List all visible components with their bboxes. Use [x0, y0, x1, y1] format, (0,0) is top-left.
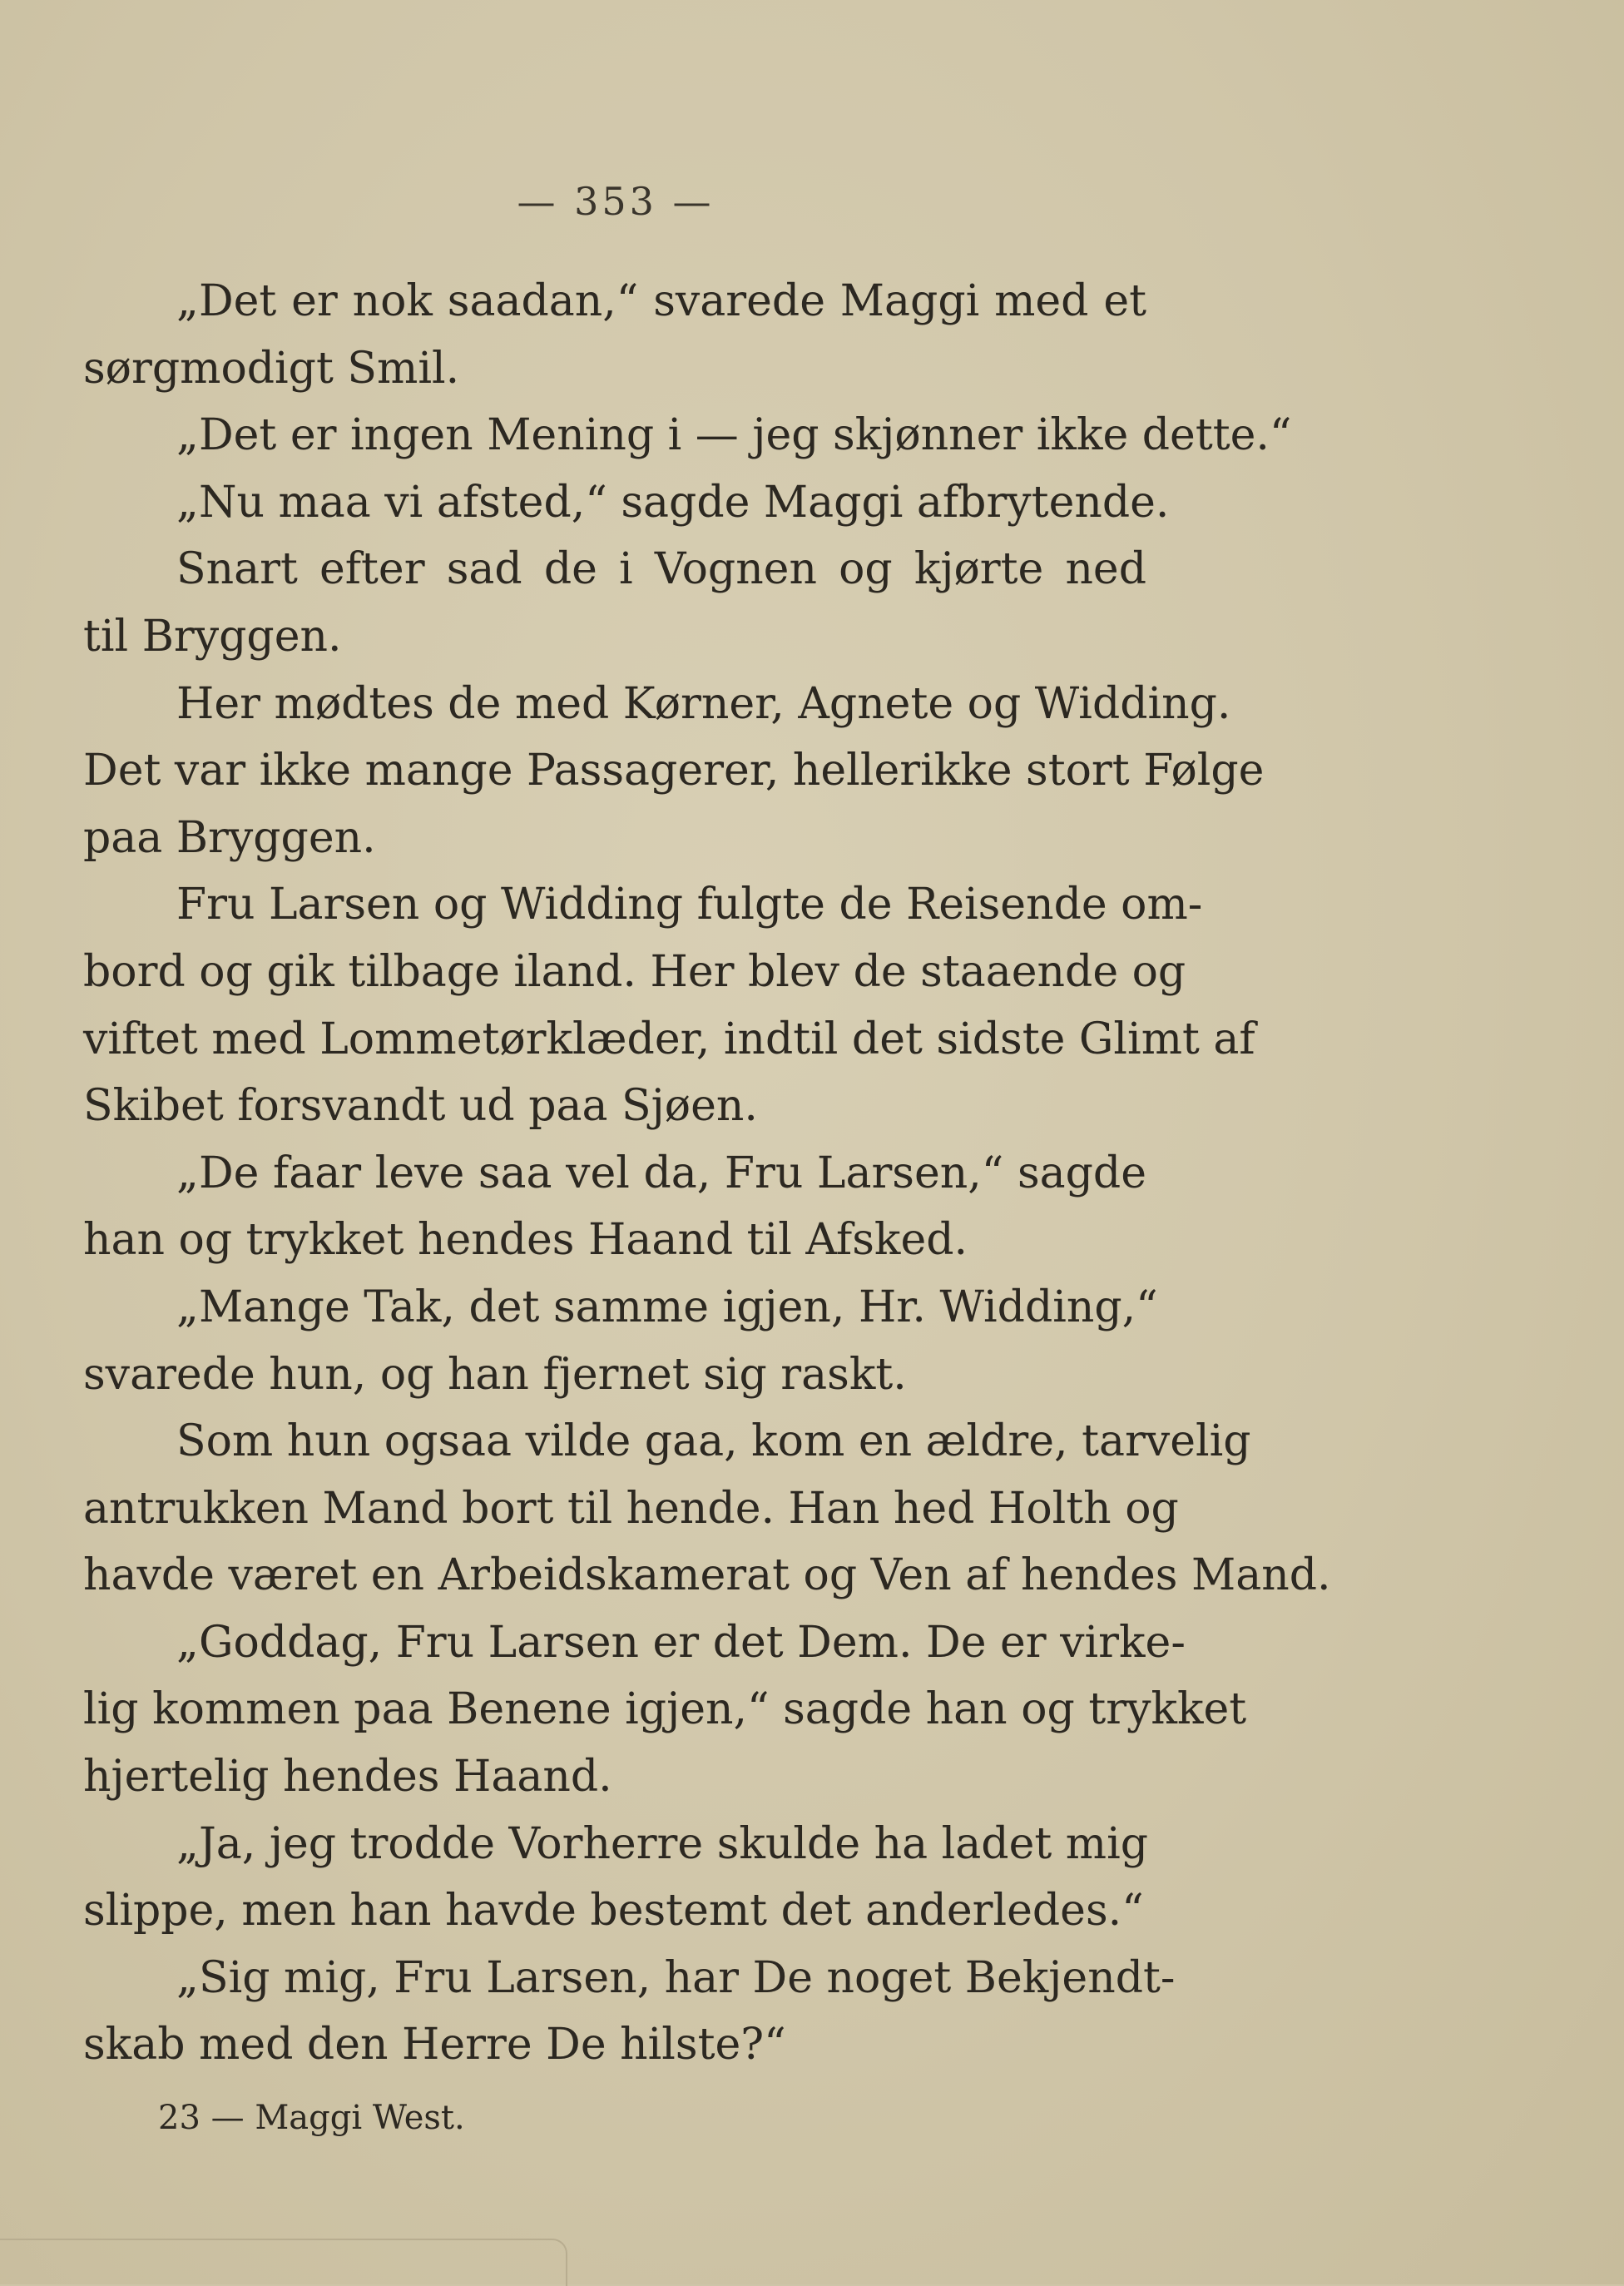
text-line: Som hun ogsaa vilde gaa, kom en ældre, tarvelig — [176, 1416, 1251, 1467]
text-line: lig kommen paa Benene igjen,“ sagde han og trykket — [83, 1684, 1247, 1735]
body-text — [83, 268, 1331, 2079]
text-line: „Det er nok saadan,“ svarede Maggi med et — [176, 276, 1146, 326]
text-line: hjertelig hendes Haand. — [83, 1752, 612, 1803]
text-line: antrukken Mand bort til hende. Han hed Holth og — [83, 1483, 1179, 1534]
text-line: Det var ikke mange Passagerer, hellerikke stort Følge — [83, 746, 1265, 796]
text-line: „Nu maa vi afsted,“ sagde Maggi afbrytende. — [176, 477, 1170, 528]
text-line: „Det er ingen Mening i — jeg skjønner ikke dette.“ — [176, 410, 1292, 461]
text-line: han og trykket hendes Haand til Afsked. — [83, 1215, 968, 1266]
text-line: bord og gik tilbage iland. Her blev de staaende og — [83, 946, 1186, 997]
text-line: Her mødtes de med Kørner, Agnete og Widding. — [176, 678, 1231, 729]
text-line: „Ja, jeg trodde Vorherre skulde ha ladet mig — [176, 1818, 1148, 1869]
text-line: svarede hun, og han fjernet sig raskt. — [83, 1349, 907, 1400]
page-number: — 353 — — [517, 179, 715, 224]
text-line: skab med den Herre De hilste?“ — [83, 2020, 786, 2070]
text-line: paa Bryggen. — [83, 812, 376, 863]
text-line: Fru Larsen og Widding fulgte de Reisende om- — [176, 880, 1203, 930]
text-line: Skibet forsvandt ud paa Sjøen. — [83, 1081, 758, 1132]
page-fold-edge — [0, 2239, 567, 2286]
text-line: „Mange Tak, det samme igjen, Hr. Widding,“ — [176, 1282, 1158, 1332]
text-line: havde været en Arbeidskamerat og Ven af hendes Mand. — [83, 1550, 1331, 1601]
text-line: slippe, men han havde bestemt det anderledes.“ — [83, 1886, 1144, 1936]
text-line: „De faar leve saa vel da, Fru Larsen,“ sagde — [176, 1148, 1146, 1198]
text-line: viftet med Lommetørklæder, indtil det sidste Glimt af — [83, 1014, 1255, 1064]
text-line: „Sig mig, Fru Larsen, har De noget Bekjendt- — [176, 1952, 1176, 2003]
signature-mark: 23 — Maggi West. — [158, 2099, 465, 2137]
text-line: „Goddag, Fru Larsen er det Dem. De er virke- — [176, 1617, 1186, 1668]
text-line: sørgmodigt Smil. — [83, 343, 460, 394]
text-line: Snart efter sad de i Vognen og kjørte ned — [176, 544, 1146, 595]
text-line: til Bryggen. — [83, 611, 342, 662]
